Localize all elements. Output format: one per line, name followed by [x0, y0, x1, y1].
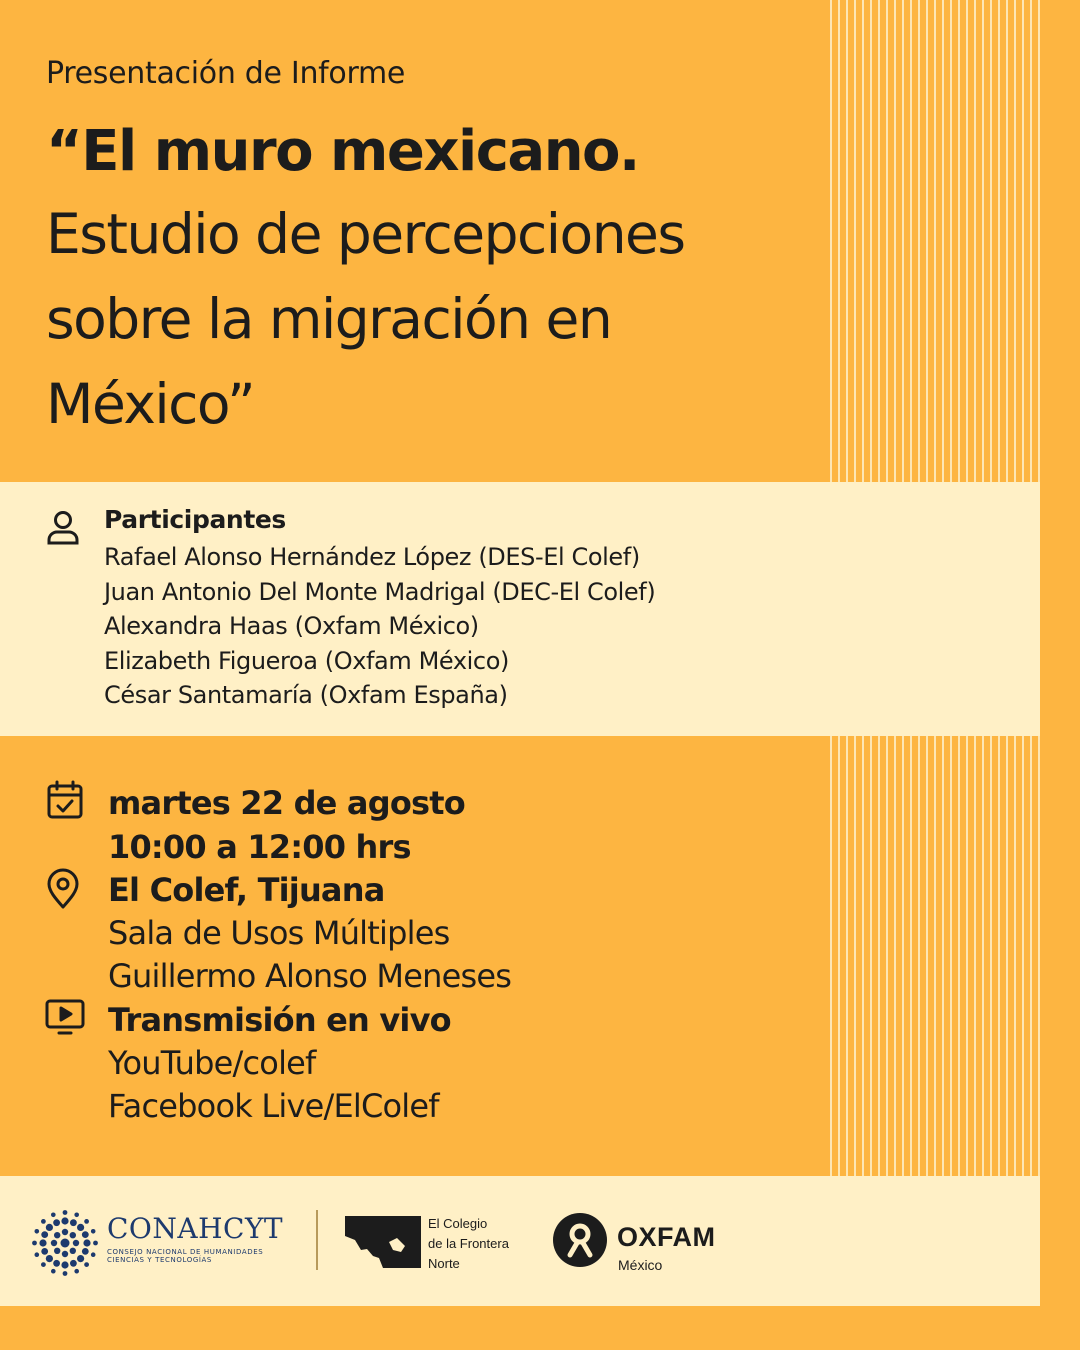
conahcyt-logo-text: CONAHCYT — [107, 1212, 284, 1245]
participant-item: Juan Antonio Del Monte Madrigal (DEC-El Colef) — [104, 577, 656, 606]
participants-list — [104, 540, 655, 713]
colef-emblem-icon — [345, 1216, 421, 1272]
participant-item: César Santamaría (Oxfam España) — [104, 681, 508, 710]
colef-line-1: El Colegio — [428, 1216, 488, 1231]
oxfam-logo-text: OXFAM — [617, 1222, 716, 1252]
participant-item: Elizabeth Figueroa (Oxfam México) — [104, 646, 509, 675]
decorative-stripes-middle — [830, 736, 1040, 1176]
decorative-stripes-top — [830, 0, 1040, 482]
oxfam-subtitle: México — [618, 1257, 663, 1273]
conahcyt-emblem-icon — [32, 1210, 98, 1280]
colef-logo-text — [428, 1214, 509, 1274]
event-time: 10:00 a 12:00 hrs — [108, 828, 411, 866]
colef-line-3: Norte — [428, 1256, 460, 1271]
event-room-line1: Sala de Usos Múltiples — [108, 914, 450, 952]
location-pin-icon — [46, 868, 80, 910]
page-title — [46, 112, 826, 447]
stream-heading: Transmisión en vivo — [108, 1001, 451, 1039]
conahcyt-subtitle: CONSEJO NACIONAL DE HUMANIDADES CIENCIAS Y TECNOLOGÍAS — [107, 1248, 264, 1264]
play-screen-icon — [44, 998, 86, 1036]
calendar-check-icon — [46, 780, 84, 820]
eyebrow-text: Presentación de Informe — [46, 56, 406, 91]
event-room-line2: Guillermo Alonso Meneses — [108, 957, 512, 995]
colef-line-2: de la Frontera — [428, 1236, 509, 1251]
oxfam-emblem-icon — [553, 1213, 607, 1271]
event-venue: El Colef, Tijuana — [108, 871, 385, 909]
title-line-regular: Estudio de percepciones sobre la migración en México” — [46, 202, 685, 436]
title-line-bold: “El muro mexicano. — [46, 119, 639, 184]
event-date: martes 22 de agosto — [108, 784, 465, 822]
participant-item: Alexandra Haas (Oxfam México) — [104, 612, 479, 641]
stream-facebook-link[interactable]: Facebook Live/ElColef — [108, 1087, 439, 1125]
logo-divider — [316, 1210, 318, 1270]
participant-item: Rafael Alonso Hernández López (DES-El Colef) — [104, 543, 640, 571]
stream-youtube-link[interactable]: YouTube/colef — [108, 1044, 316, 1082]
participants-heading: Participantes — [104, 505, 286, 534]
user-icon — [46, 510, 80, 546]
